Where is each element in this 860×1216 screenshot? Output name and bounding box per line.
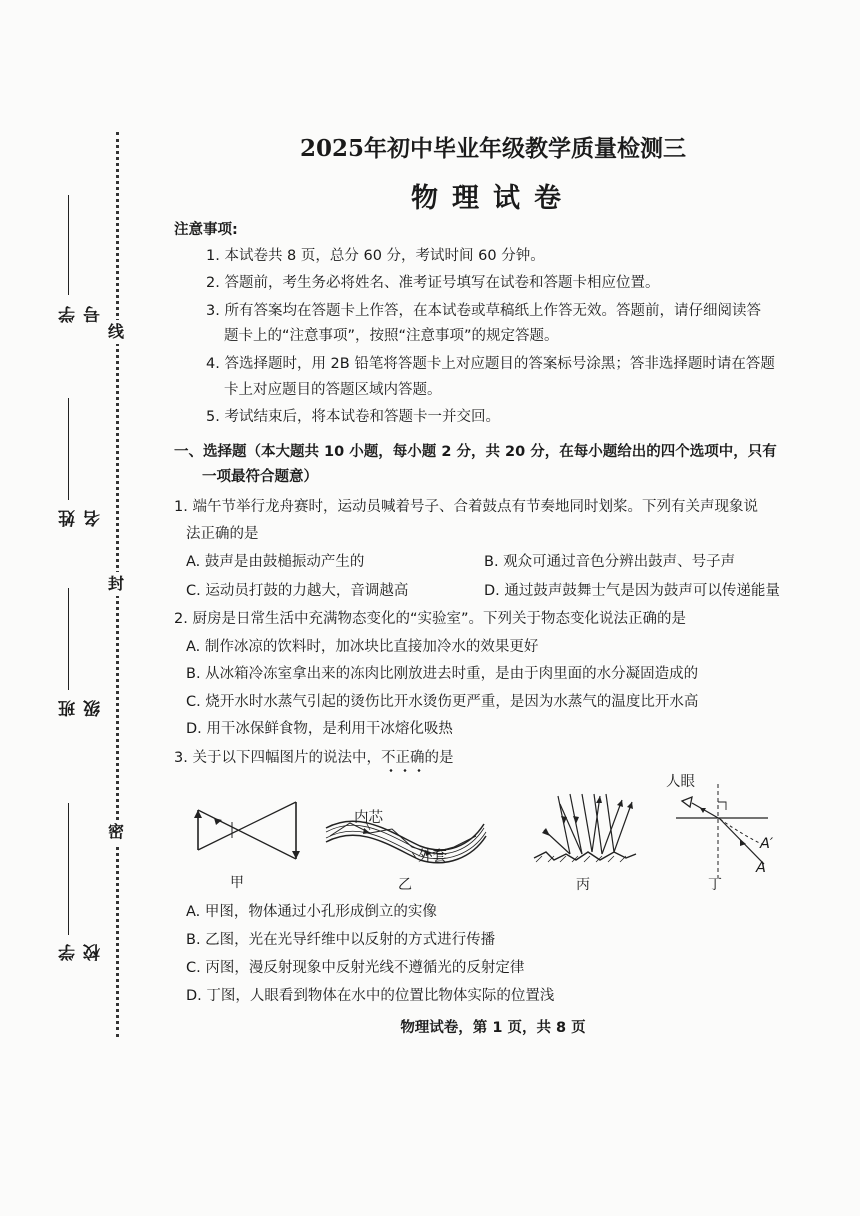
student-field-name-label: 姓名 [59, 510, 104, 527]
q2-option-c[interactable]: C. 烧开水时水蒸气引起的烫伤比开水烫伤更严重，是因为水蒸气的温度比开水高 [186, 694, 699, 710]
figure-ding-refraction [668, 780, 788, 880]
notice-item-3-cont: 题卡上的“注意事项”，按照“注意事项”的规定答题。 [224, 328, 559, 344]
q3-stem-emphasis: 不正确 [380, 750, 425, 766]
notice-item-1: 1. 本试卷共 8 页，总分 60 分，考试时间 60 分钟。 [206, 248, 545, 264]
figure-bing-diffuse-reflection [530, 790, 640, 864]
notice-item-4-cont: 卡上对应题目的答题区域内答题。 [224, 382, 442, 398]
fiber-outer-sheath-label: 外套 [418, 849, 447, 865]
figure-label-jia: 甲 [230, 875, 244, 891]
exam-title: 2025年初中毕业年级教学质量检测三 [299, 135, 686, 162]
student-field-class-label: 班级 [59, 700, 104, 717]
student-field-id-label: 学号 [59, 306, 104, 323]
q3-option-a[interactable]: A. 甲图，物体通过小孔形成倒立的实像 [186, 904, 437, 920]
subject-title: 物理试卷 [411, 183, 575, 214]
q1-option-a[interactable]: A. 鼓声是由鼓槌振动产生的 [186, 554, 365, 570]
q1-stem: 1. 端午节举行龙舟赛时，运动员喊着号子、合着鼓点有节奏地同时划桨。下列有关声现象说 [174, 499, 758, 515]
fiber-inner-core-label: 内芯 [354, 810, 383, 826]
figure-label-bing: 丙 [576, 877, 590, 893]
q3-stem-after: 的是 [424, 750, 454, 766]
q3-option-c[interactable]: C. 丙图，漫反射现象中反射光线不遵循光的反射定律 [186, 960, 525, 976]
q1-stem-cont: 法正确的是 [186, 526, 259, 542]
notice-item-4: 4. 答选择题时，用 2B 铅笔将答题卡上对应题目的答案标号涂黑；答非选择题时请在答题 [206, 356, 775, 372]
figure-yi-optical-fiber [320, 806, 490, 870]
notice-item-2: 2. 答题前，考生务必将姓名、准考证号填写在试卷和答题卡相应位置。 [206, 275, 660, 291]
q2-option-b[interactable]: B. 从冰箱冷冻室拿出来的冻肉比刚放进去时重，是由于肉里面的水分凝固造成的 [186, 666, 699, 682]
q3-stem-before: 3. 关于以下四幅图片的说法中， [174, 750, 381, 766]
q2-option-a[interactable]: A. 制作冰凉的饮料时，加冰块比直接加冷水的效果更好 [186, 639, 539, 655]
q3-stem [174, 748, 453, 768]
ding-point-a-prime: A′ [760, 836, 774, 852]
ding-point-a: A [756, 860, 766, 876]
q3-option-b[interactable]: B. 乙图，光在光导纤维中以反射的方式进行传播 [186, 932, 496, 948]
student-field-class-line[interactable] [68, 588, 69, 690]
q3-option-d[interactable]: D. 丁图，人眼看到物体在水中的位置比物体实际的位置浅 [186, 988, 555, 1004]
q1-option-b[interactable]: B. 观众可通过音色分辨出鼓声、号子声 [484, 554, 736, 570]
notice-item-5: 5. 考试结束后，将本试卷和答题卡一并交回。 [206, 409, 500, 425]
student-field-school-line[interactable] [68, 803, 69, 935]
section-heading-cont: 一项最符合题意） [202, 469, 318, 485]
notice-item-3: 3. 所有答案均在答题卡上作答，在本试卷或草稿纸上作答无效。答题前，请仔细阅读答 [206, 303, 761, 319]
notice-title: 注意事项: [174, 222, 238, 238]
figure-jia-pinhole [192, 800, 312, 864]
student-field-school-label: 学校 [59, 944, 104, 961]
student-field-id-line[interactable] [68, 195, 69, 295]
page-footer: 物理试卷，第 1 页，共 8 页 [400, 1020, 586, 1036]
binding-word-seal: 封 [108, 572, 124, 596]
section-heading: 一、选择题（本大题共 10 小题，每小题 2 分，共 20 分，在每小题给出的四个选项中，只有 [174, 444, 777, 460]
figure-label-ding: 丁 [708, 877, 722, 893]
q1-option-c[interactable]: C. 运动员打鼓的力越大，音调越高 [186, 583, 409, 599]
q2-option-d[interactable]: D. 用干冰保鲜食物，是利用干冰熔化吸热 [186, 721, 453, 737]
binding-word-line: 线 [108, 320, 124, 344]
q1-option-d[interactable]: D. 通过鼓声鼓舞士气是因为鼓声可以传递能量 [484, 583, 780, 599]
figure-label-yi: 乙 [398, 877, 412, 893]
q2-stem: 2. 厨房是日常生活中充满物态变化的“实验室”。下列关于物态变化说法正确的是 [174, 611, 686, 627]
student-field-name-line[interactable] [68, 398, 69, 500]
binding-word-secret: 密 [108, 820, 124, 844]
ding-eye-icon [682, 797, 692, 807]
ding-human-eye-label: 人眼 [666, 774, 695, 790]
